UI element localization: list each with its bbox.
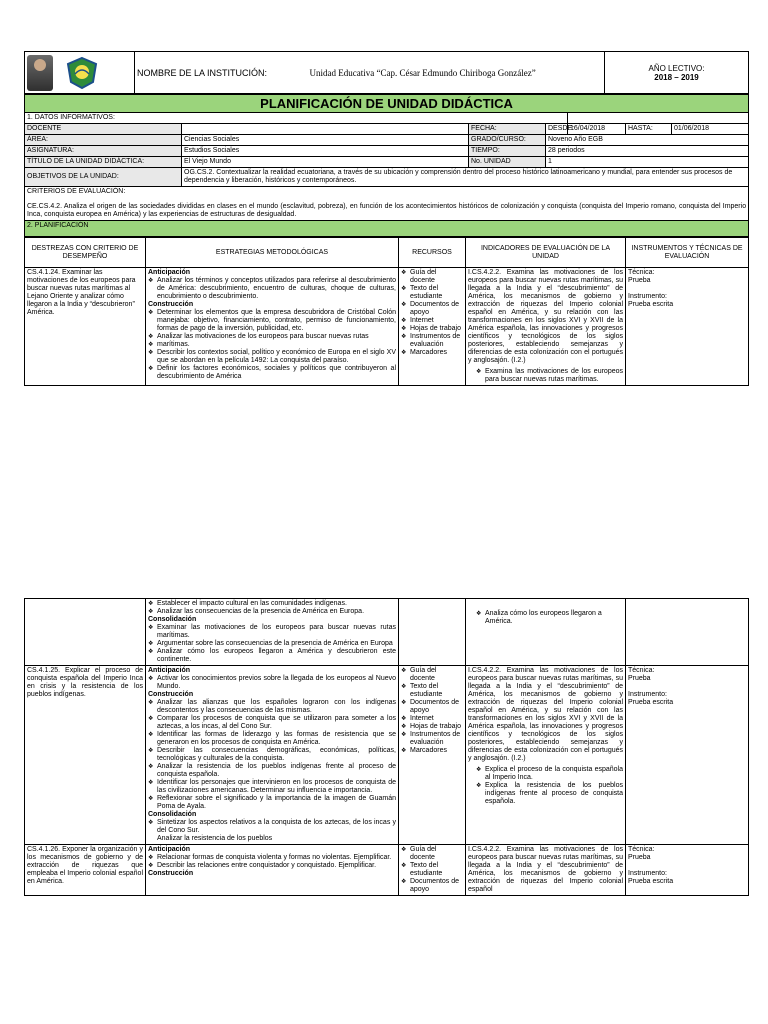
- criterios-value: CE.CS.4.2. Analiza el origen de las sociedades divididas en clases en el mundo (esclavitud, pobreza), en función de los acontecimientos históricos de colonización y conquista (conquista del Imperio romano, conquista del Imperio Inca, conquista europea en América) y las experiencias de estructuras de desigualdad.: [25, 197, 749, 221]
- institution-cell: [135, 52, 605, 94]
- list-item: ❖ Guía del docente: [401, 269, 463, 285]
- tecnica-label-2: Técnica:: [628, 667, 655, 674]
- tecnica-label: Técnica:: [628, 269, 655, 276]
- estrategias-cell-2: [146, 666, 399, 845]
- construccion-list: [148, 309, 396, 381]
- desde-label: DESDE:: [546, 124, 568, 135]
- list-item: ❖ Guía del docente: [401, 667, 463, 683]
- list-item: ❖ Documentos de apoyo: [401, 699, 463, 715]
- cont-indicador-list: [476, 610, 623, 626]
- list-item: ❖ Describir las consecuencias demográficas, económicas, políticas, tecnológicas y culturales de la conquista.: [148, 747, 396, 763]
- nunidad-value: 1: [546, 157, 749, 168]
- instrumento-value: Prueba escrita: [628, 301, 674, 308]
- year-label: AÑO LECTIVO:: [648, 63, 705, 73]
- logos-cell: [25, 52, 135, 94]
- anticipacion-list: [148, 277, 396, 301]
- tiempo-label: TIEMPO:: [469, 146, 546, 157]
- indicador-text: I.CS.4.2.2. Examina las motivaciones de los europeos para buscar nuevas rutas marítimas, su llegada a la India y el “descubrimiento” de América, los mecanismos de gobierno y extracción de riquezas del Imperio colonial español en América, y su relación con las transformaciones en los siglos XVI y XVII de la América española, las innovaciones y progresos científicos y tecnológicos de los siglos posteriores, estableciendo semejanzas y diferencias de esta colonización con el portugués y anglosajón. (I.2.): [468, 269, 623, 364]
- list-item: ❖ Documentos de apoyo: [401, 878, 463, 894]
- grado-value: Noveno Año EGB: [546, 135, 749, 146]
- anticipacion-heading: Anticipación: [148, 269, 191, 276]
- recursos-list-2: [401, 667, 463, 755]
- tecnica-value: Prueba: [628, 277, 651, 284]
- list-item: ❖ Comparar los procesos de conquista que se utilizaron para someter a los aztecas, a los incas, al del Cono Sur.: [148, 715, 396, 731]
- consolidacion-list-2: [148, 819, 396, 835]
- asignatura-value: Estudios Sociales: [182, 146, 469, 157]
- recursos-list-3: [401, 846, 463, 894]
- list-item: ❖ Marcadores: [401, 747, 463, 755]
- criterios-label: CRITERIOS DE EVALUACIÓN:: [25, 187, 749, 198]
- anticipacion-heading-3: Anticipación: [148, 846, 191, 853]
- objetivos-value: OG.CS.2. Contextualizar la realidad ecuatoriana, a través de su ubicación y comprensión dentro del proceso histórico latinoamericano y mundial, para entender sus procesos de dependencia y liberación, históricos y contemporáneos.: [182, 168, 749, 187]
- asignatura-label: ASIGNATURA:: [25, 146, 182, 157]
- indicador-list-2: [476, 763, 623, 806]
- list-item: ❖ Identificar las formas de liderazgo y las formas de resistencia que se generaron en los procesos de conquista en América.: [148, 731, 396, 747]
- list-item: ❖ Examinar las motivaciones de los europeos para buscar nuevas rutas marítimas.: [148, 624, 396, 640]
- col-instrumentos-header: INSTRUMENTOS Y TÉCNICAS DE EVALUACIÓN: [626, 238, 749, 268]
- list-item: ❖ Hojas de trabajo: [401, 325, 463, 333]
- list-item: ❖ Texto del estudiante: [401, 862, 463, 878]
- indicador-text-2: I.CS.4.2.2. Examina las motivaciones de los europeos para buscar nuevas rutas marítimas, su llegada a la India y el “descubrimiento” de América, los mecanismos de gobierno y extracción de riquezas del Imperio colonial español en América, y su relación con las transformaciones en los siglos XVI y XVII de la América española, las innovaciones y progresos científicos y tecnológicos de los siglos posteriores, estableciendo semejanzas y diferencias de esta colonización con el portugués y anglosajón. (I.2.): [468, 667, 623, 762]
- recursos-cell: [399, 268, 466, 386]
- area-value: Ciencias Sociales: [182, 135, 469, 146]
- datos-section-label: 1. DATOS INFORMATIVOS:: [25, 113, 568, 124]
- docente-label: DOCENTE: [25, 124, 182, 135]
- desde-value: 16/04/2018: [568, 124, 626, 135]
- instrumento-value-2: Prueba escrita: [628, 699, 674, 706]
- list-item: ❖ Sintetizar los aspectos relativos a la conquista de los aztecas, de los incas y del Cono Sur.: [148, 819, 396, 835]
- instrumento-label-3: Instrumento:: [628, 870, 667, 877]
- instrumentos-cell: [626, 268, 749, 386]
- anticipacion-list-3: [148, 854, 396, 870]
- instrumentos-cell-empty: [626, 599, 749, 666]
- destreza-cell-2: CS.4.1.25. Explicar el proceso de conquista española del Imperio Inca en crisis y la resistencia de los pueblos indígenas.: [25, 666, 146, 845]
- construccion-heading-2: Construcción: [148, 691, 194, 698]
- hasta-value: 01/06/2018: [672, 124, 749, 135]
- instrumentos-cell-3: [626, 845, 749, 896]
- list-item: ❖ Analizar los términos y conceptos utilizados para referirse al descubrimiento de América: descubrimiento, encuentro de culturas, choque de culturas, encubrimiento o descubrimiento.: [148, 277, 396, 301]
- institution-name: Unidad Educativa “Cap. César Edmundo Chiriboga González”: [309, 67, 536, 78]
- list-item: ❖ Explica el proceso de la conquista española al Imperio Inca.: [476, 766, 623, 782]
- area-label: ÁREA:: [25, 135, 182, 146]
- list-item: ❖ Analizar cómo los europeos llegaron a América y descubrieron este continente.: [148, 648, 396, 664]
- list-item: ❖ Texto del estudiante: [401, 683, 463, 699]
- estrategias-cell-cont: [146, 599, 399, 666]
- list-item: ❖ Describir las relaciones entre conquistador y conquistado. Ejemplificar.: [148, 862, 396, 870]
- destreza-cell-empty: [25, 599, 146, 666]
- consolidacion-list: [148, 624, 396, 664]
- fecha-label: FECHA:: [469, 124, 546, 135]
- list-item: ❖ Determinar los elementos que la empresa descubridora de Cristóbal Colón manejaba: objetivo, financiamiento, contrato, permiso de funcionamiento, formas de pago de la inversión, publicidad, etc.: [148, 309, 396, 333]
- recursos-cell-3: [399, 845, 466, 896]
- indicadores-cell-2: [466, 666, 626, 845]
- col-indicadores-header: INDICADORES DE EVALUACIÓN DE LA UNIDAD: [466, 238, 626, 268]
- institution-label: NOMBRE DE LA INSTITUCIÓN:: [137, 67, 268, 78]
- consolidacion-heading: Consolidación: [148, 616, 197, 623]
- tecnica-value-2: Prueba: [628, 675, 651, 682]
- document-page-1: [24, 51, 748, 386]
- list-item: ❖ Definir los factores económicos, sociales y políticos que contribuyeron al descubrimiento de América: [148, 365, 396, 381]
- tecnica-label-3: Técnica:: [628, 846, 655, 853]
- list-item: ❖ Internet: [401, 317, 463, 325]
- datos-table: [24, 94, 749, 237]
- list-item: ❖ Marcadores: [401, 349, 463, 357]
- indicador-text-3: I.CS.4.2.2. Examina las motivaciones de los europeos para buscar nuevas rutas marítimas, su llegada a la India y el “descubrimiento” de América, los mecanismos de gobierno y extracción de riquezas del Imperio colonial español: [468, 846, 623, 893]
- construccion-heading: Construcción: [148, 301, 194, 308]
- list-item: ❖ Internet: [401, 715, 463, 723]
- list-item: ❖ marítimas.: [148, 341, 396, 349]
- consolidacion-tail-2: Analizar la resistencia de los pueblos: [157, 835, 273, 842]
- indicadores-cell-cont: [466, 599, 626, 666]
- plan-table-continued: [24, 598, 749, 896]
- titulo-value: El Viejo Mundo: [182, 157, 469, 168]
- list-item: ❖ Reflexionar sobre el significado y la importancia de la imagen de Guamán Poma de Ayala.: [148, 795, 396, 811]
- list-item: ❖ Explica la resistencia de los pueblos indígenas frente al proceso de conquista española.: [476, 782, 623, 806]
- cont-top-list: [148, 600, 396, 616]
- grado-label: GRADO/CURSO:: [469, 135, 546, 146]
- col-destrezas-header: DESTREZAS CON CRITERIO DE DESEMPEÑO: [25, 238, 146, 268]
- list-item: ❖ Activar los conocimientos previos sobre la llegada de los europeos al Nuevo Mundo.: [148, 675, 396, 691]
- list-item: ❖ Analizar las motivaciones de los europeos para buscar nuevas rutas: [148, 333, 396, 341]
- document-page-2: [24, 598, 748, 896]
- construccion-heading-3: Construcción: [148, 870, 194, 877]
- titulo-label: TÍTULO DE LA UNIDAD DIDÁCTICA:: [25, 157, 182, 168]
- construccion-list-2: [148, 699, 396, 811]
- list-item: ❖ Relacionar formas de conquista violenta y formas no violentas. Ejemplificar.: [148, 854, 396, 862]
- list-item: ❖ Describir los contextos social, político y económico de Europa en el siglo XV que se abordan en la película 1492: La conquista del paraíso.: [148, 349, 396, 365]
- list-item: ❖ Hojas de trabajo: [401, 723, 463, 731]
- list-item: ❖ Guía del docente: [401, 846, 463, 862]
- anticipacion-list-2: [148, 675, 396, 691]
- destreza-cell: CS.4.1.24. Examinar las motivaciones de los europeos para buscar nuevas rutas marítimas al Lejano Oriente y analizar cómo llegaron a la India y “descubrieron” América.: [25, 268, 146, 386]
- year-value: 2018 – 2019: [654, 72, 699, 82]
- list-item: ❖ Texto del estudiante: [401, 285, 463, 301]
- tiempo-value: 28 periodos: [546, 146, 749, 157]
- docente-value: [182, 124, 469, 135]
- indicadores-cell: [466, 268, 626, 386]
- plan-table: [24, 237, 749, 386]
- planificacion-section-label: 2. PLANIFICACIÓN: [25, 221, 749, 237]
- list-item: ❖ Documentos de apoyo: [401, 301, 463, 317]
- nunidad-label: No. UNIDAD: [469, 157, 546, 168]
- estrategias-cell: [146, 268, 399, 386]
- recursos-cell-2: [399, 666, 466, 845]
- hasta-label: HASTA:: [626, 124, 672, 135]
- destreza-cell-3: CS.4.1.26. Exponer la organización y los mecanismos de gobierno y de extracción de riquezas que empleaba el Imperio colonial español en América.: [25, 845, 146, 896]
- instrumento-label-2: Instrumento:: [628, 691, 667, 698]
- anticipacion-heading-2: Anticipación: [148, 667, 191, 674]
- list-item: ❖ Argumentar sobre las consecuencias de la presencia de América en Europa: [148, 640, 396, 648]
- person-photo-icon: [27, 55, 53, 91]
- tecnica-value-3: Prueba: [628, 854, 651, 861]
- objetivos-label: OBJETIVOS DE LA UNIDAD:: [25, 168, 182, 187]
- instrumento-value-3: Prueba escrita: [628, 878, 674, 885]
- header-table: [24, 51, 749, 94]
- list-item: ❖ Instrumentos de evaluación: [401, 731, 463, 747]
- col-recursos-header: RECURSOS: [399, 238, 466, 268]
- instrumento-label: Instrumento:: [628, 293, 667, 300]
- list-item: ❖ Analiza cómo los europeos llegaron a América.: [476, 610, 623, 626]
- col-estrategias-header: ESTRATEGIAS METODOLÓGICAS: [146, 238, 399, 268]
- consolidacion-heading-2: Consolidación: [148, 811, 197, 818]
- recursos-list: [401, 269, 463, 357]
- list-item: ❖ Instrumentos de evaluación: [401, 333, 463, 349]
- list-item: ❖ Examina las motivaciones de los europeos para buscar nuevas rutas marítimas.: [476, 368, 623, 384]
- institution-crest-icon: [65, 56, 99, 90]
- indicadores-cell-3: [466, 845, 626, 896]
- list-item: ❖ Analizar las consecuencias de la presencia de América en Europa.: [148, 608, 396, 616]
- list-item: ❖ Identificar los personajes que intervinieron en los procesos de conquista de las civilizaciones americanas. Determinar su influencia e importancia.: [148, 779, 396, 795]
- estrategias-cell-3: [146, 845, 399, 896]
- instrumentos-cell-2: [626, 666, 749, 845]
- list-item: ❖ Analizar las alianzas que los españoles lograron con los indígenas descontentos y las consecuencias de las mismas.: [148, 699, 396, 715]
- page-title: PLANIFICACIÓN DE UNIDAD DIDÁCTICA: [25, 95, 749, 113]
- year-cell: [605, 52, 749, 94]
- list-item: ❖ Analizar la resistencia de los pueblos indígenas frente al proceso de conquista española.: [148, 763, 396, 779]
- recursos-cell-empty: [399, 599, 466, 666]
- indicador-list: [476, 365, 623, 384]
- list-item: ❖ Establecer el impacto cultural en las comunidades indígenas.: [148, 600, 396, 608]
